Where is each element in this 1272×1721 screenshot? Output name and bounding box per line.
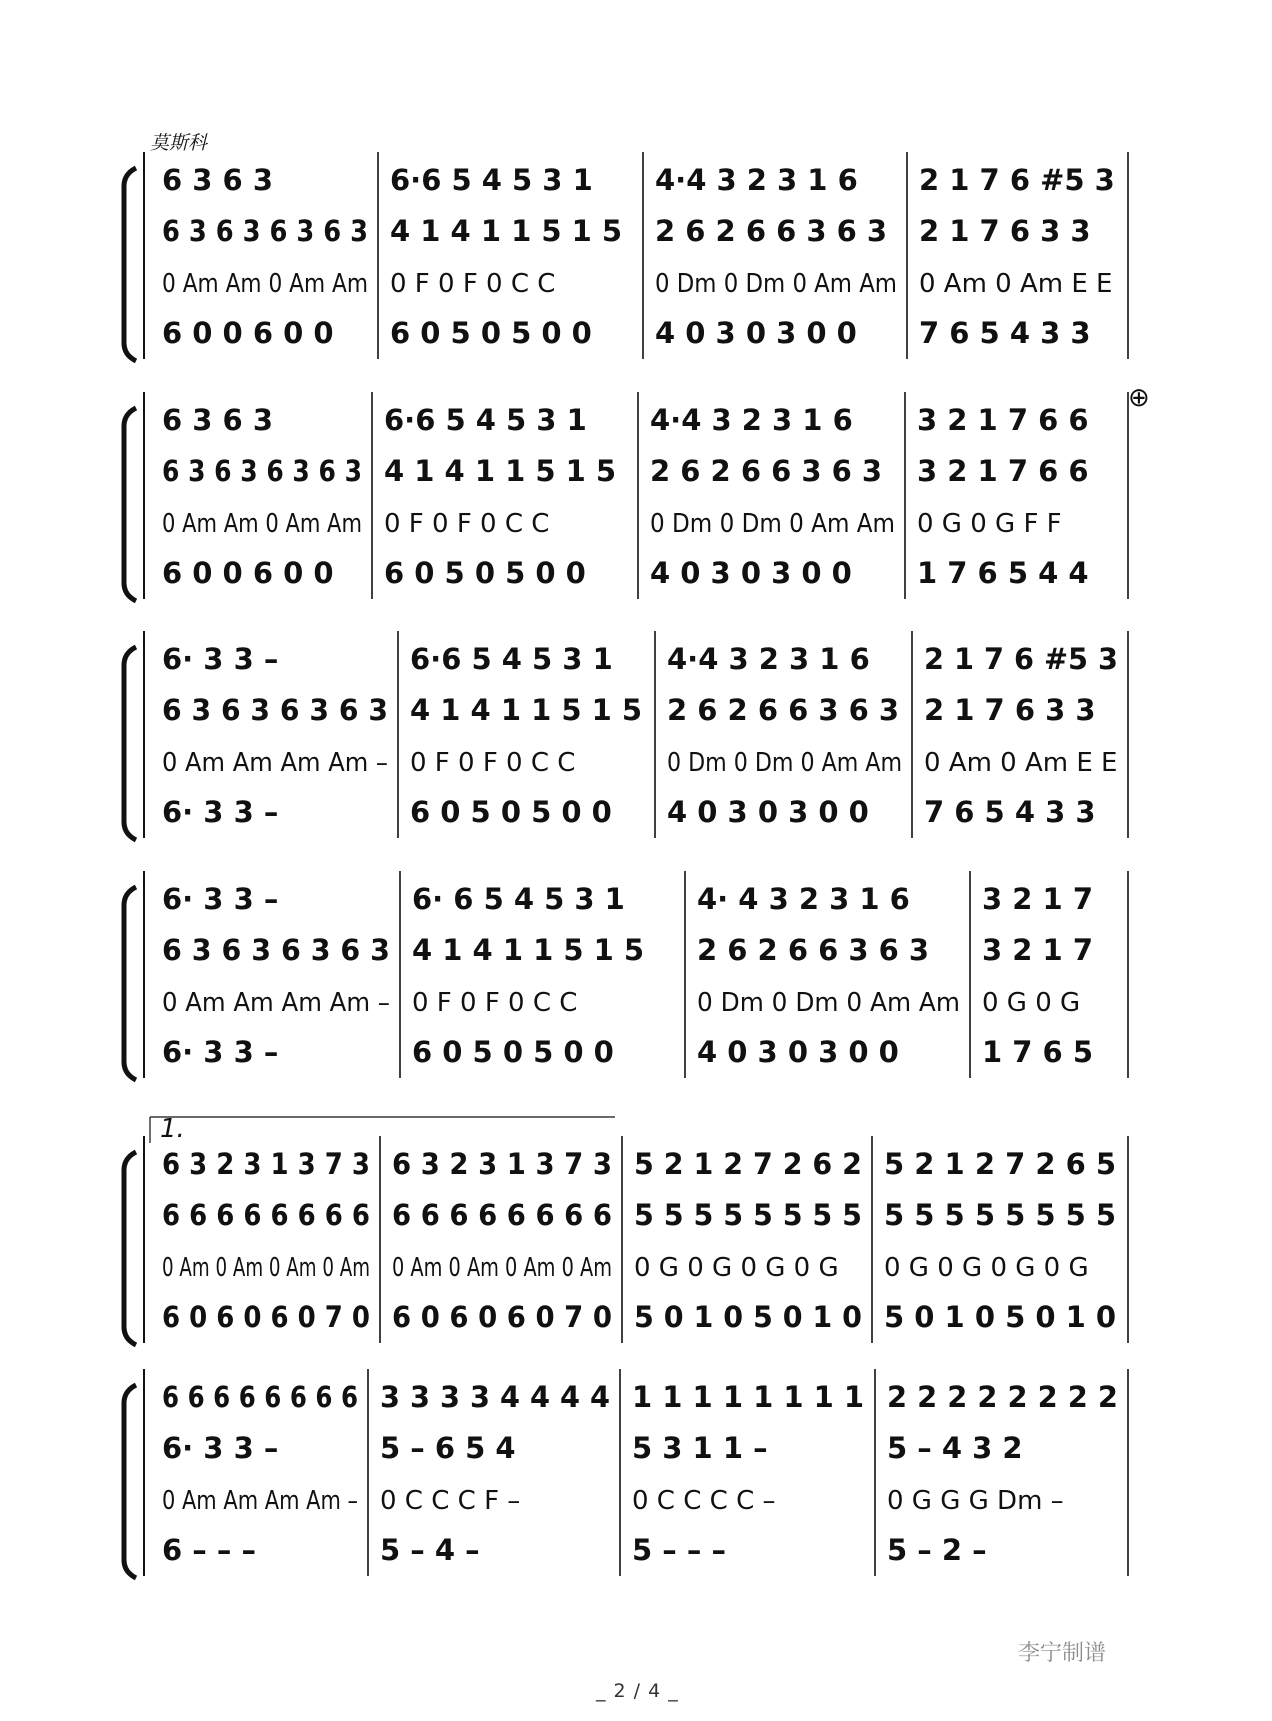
note-measure: 1 7 6 5 4 4 xyxy=(917,556,1089,590)
note-measure: 6 0 5 0 5 0 0 xyxy=(410,795,612,829)
song-title: 莫斯科 xyxy=(150,132,208,154)
chord-measure: 0 C C C F – xyxy=(380,1486,521,1516)
note-measure: 4 1 4 1 1 5 1 5 xyxy=(412,933,645,967)
note-measure: 4 1 4 1 1 5 1 5 xyxy=(384,454,617,488)
note-measure: 6· 3 3 – xyxy=(162,795,279,829)
system-bracket xyxy=(124,1385,136,1578)
note-measure: 5 – – – xyxy=(632,1533,726,1567)
note-measure: 6·6 5 4 5 3 1 xyxy=(384,403,587,437)
note-measure: 5 0 1 0 5 0 1 0 xyxy=(884,1300,1117,1334)
note-measure: 5 2 1 2 7 2 6 2 xyxy=(634,1147,862,1181)
note-measure: 2 1 7 6 #5 3 xyxy=(919,163,1115,197)
chord-measure: 0 Dm 0 Dm 0 Am Am xyxy=(667,748,902,778)
note-measure: 6 3 2 3 1 3 7 3 xyxy=(162,1147,370,1181)
note-measure: 6 3 2 3 1 3 7 3 xyxy=(392,1147,612,1181)
note-measure: 5 – 4 – xyxy=(380,1533,480,1567)
note-measure: 6·6 5 4 5 3 1 xyxy=(390,163,593,197)
note-measure: 6 0 6 0 6 0 7 0 xyxy=(162,1300,370,1334)
note-measure: 2 6 2 6 6 3 6 3 xyxy=(697,933,930,967)
note-measure: 6 3 6 3 6 3 6 3 xyxy=(162,693,388,727)
note-measure: 6· 3 3 – xyxy=(162,882,279,916)
note-measure: 4 0 3 0 3 0 0 xyxy=(650,556,852,590)
system-bracket xyxy=(124,408,136,601)
note-measure: 5 0 1 0 5 0 1 0 xyxy=(634,1300,862,1334)
note-measure: 2 2 2 2 2 2 2 2 xyxy=(887,1380,1118,1414)
chord-measure: 0 G 0 G 0 G 0 G xyxy=(634,1253,839,1283)
note-measure: 6 6 6 6 6 6 6 6 xyxy=(162,1380,358,1414)
note-measure: 6 0 5 0 5 0 0 xyxy=(412,1035,614,1069)
chord-measure: 0 Am 0 Am E E xyxy=(919,269,1113,299)
chord-measure: 0 G 0 G xyxy=(982,988,1081,1018)
note-measure: 6 6 6 6 6 6 6 6 xyxy=(162,1198,370,1232)
note-measure: 5 3 1 1 – xyxy=(632,1431,768,1465)
note-measure: 6 0 5 0 5 0 0 xyxy=(384,556,586,590)
note-measure: 3 2 1 7 xyxy=(982,933,1094,967)
note-measure: 4 0 3 0 3 0 0 xyxy=(697,1035,899,1069)
note-measure: 3 3 3 3 4 4 4 4 xyxy=(380,1380,610,1414)
note-measure: 2 6 2 6 6 3 6 3 xyxy=(650,454,883,488)
chord-measure: 0 Dm 0 Dm 0 Am Am xyxy=(697,988,960,1018)
chord-measure: 0 Am Am Am Am – xyxy=(162,748,388,778)
page-number: _ 2 / 4 _ xyxy=(596,1680,679,1702)
note-measure: 4 1 4 1 1 5 1 5 xyxy=(410,693,643,727)
arranger-credit: 李宁制谱 xyxy=(1018,1641,1107,1666)
chord-measure: 0 Am 0 Am 0 Am 0 Am xyxy=(162,1253,370,1283)
note-measure: 7 6 5 4 3 3 xyxy=(919,316,1091,350)
note-measure: 6 0 5 0 5 0 0 xyxy=(390,316,592,350)
chord-measure: 0 F 0 F 0 C C xyxy=(390,269,556,299)
chord-measure: 0 Am 0 Am E E xyxy=(924,748,1118,778)
note-measure: 5 – 4 3 2 xyxy=(887,1431,1023,1465)
note-measure: 6 3 6 3 6 3 6 3 xyxy=(162,454,362,488)
chord-measure: 0 G 0 G F F xyxy=(917,509,1062,539)
note-measure: 5 – 6 5 4 xyxy=(380,1431,516,1465)
note-measure: 4 0 3 0 3 0 0 xyxy=(655,316,857,350)
note-measure: 6· 3 3 – xyxy=(162,1035,279,1069)
chord-measure: 0 Am Am 0 Am Am xyxy=(162,509,362,539)
note-measure: 2 6 2 6 6 3 6 3 xyxy=(667,693,900,727)
note-measure: 2 1 7 6 3 3 xyxy=(919,214,1091,248)
system-bracket xyxy=(124,887,136,1080)
chord-measure: 0 G 0 G 0 G 0 G xyxy=(884,1253,1089,1283)
note-measure: 6·6 5 4 5 3 1 xyxy=(410,642,613,676)
note-measure: 6 6 6 6 6 6 6 6 xyxy=(392,1198,612,1232)
note-measure: 6 3 6 3 xyxy=(162,163,274,197)
note-measure: 7 6 5 4 3 3 xyxy=(924,795,1096,829)
note-measure: 6 3 6 3 6 3 6 3 xyxy=(162,933,390,967)
note-measure: 5 2 1 2 7 2 6 5 xyxy=(884,1147,1117,1181)
note-measure: 6 0 0 6 0 0 xyxy=(162,316,334,350)
note-measure: 2 1 7 6 #5 3 xyxy=(924,642,1118,676)
system-bracket xyxy=(124,168,136,361)
note-measure: 1 1 1 1 1 1 1 1 xyxy=(632,1380,865,1414)
chord-measure: 0 Am Am Am Am – xyxy=(162,1486,358,1516)
note-measure: 4· 4 3 2 3 1 6 xyxy=(697,882,910,916)
chord-measure: 0 G G G Dm – xyxy=(887,1486,1064,1516)
note-measure: 6· 6 5 4 5 3 1 xyxy=(412,882,625,916)
chord-measure: 0 F 0 F 0 C C xyxy=(412,988,578,1018)
chord-measure: 0 C C C C – xyxy=(632,1486,776,1516)
chord-measure: 0 F 0 F 0 C C xyxy=(384,509,550,539)
chord-measure: 0 Dm 0 Dm 0 Am Am xyxy=(655,269,897,299)
chord-measure: 0 Am Am Am Am – xyxy=(162,988,390,1018)
note-measure: 6· 3 3 – xyxy=(162,1431,279,1465)
note-measure: 3 2 1 7 xyxy=(982,882,1094,916)
note-measure: 5 5 5 5 5 5 5 5 xyxy=(634,1198,862,1232)
note-measure: 4·4 3 2 3 1 6 xyxy=(650,403,853,437)
note-measure: 3 2 1 7 6 6 xyxy=(917,454,1089,488)
note-measure: 5 5 5 5 5 5 5 5 xyxy=(884,1198,1117,1232)
note-measure: 4·4 3 2 3 1 6 xyxy=(667,642,870,676)
chord-measure: 0 F 0 F 0 C C xyxy=(410,748,576,778)
chord-measure: 0 Am Am 0 Am Am xyxy=(162,269,368,299)
note-measure: 4 0 3 0 3 0 0 xyxy=(667,795,869,829)
note-measure: 3 2 1 7 6 6 xyxy=(917,403,1089,437)
note-measure: 6 3 6 3 6 3 6 3 xyxy=(162,214,368,248)
note-measure: 1 7 6 5 xyxy=(982,1035,1094,1069)
note-measure: 4 1 4 1 1 5 1 5 xyxy=(390,214,623,248)
note-measure: 2 6 2 6 6 3 6 3 xyxy=(655,214,888,248)
chord-measure: 0 Am 0 Am 0 Am 0 Am xyxy=(392,1253,612,1283)
note-measure: 6 0 0 6 0 0 xyxy=(162,556,334,590)
note-measure: 6 – – – xyxy=(162,1533,256,1567)
volta-label: 1. xyxy=(160,1114,185,1144)
note-measure: 4·4 3 2 3 1 6 xyxy=(655,163,858,197)
note-measure: 2 1 7 6 3 3 xyxy=(924,693,1096,727)
coda-symbol: ⊕ xyxy=(1128,383,1150,413)
note-measure: 6· 3 3 – xyxy=(162,642,279,676)
note-measure: 6 3 6 3 xyxy=(162,403,274,437)
note-measure: 6 0 6 0 6 0 7 0 xyxy=(392,1300,612,1334)
chord-measure: 0 Dm 0 Dm 0 Am Am xyxy=(650,509,895,539)
note-measure: 5 – 2 – xyxy=(887,1533,987,1567)
system-bracket xyxy=(124,647,136,840)
system-bracket xyxy=(124,1152,136,1345)
